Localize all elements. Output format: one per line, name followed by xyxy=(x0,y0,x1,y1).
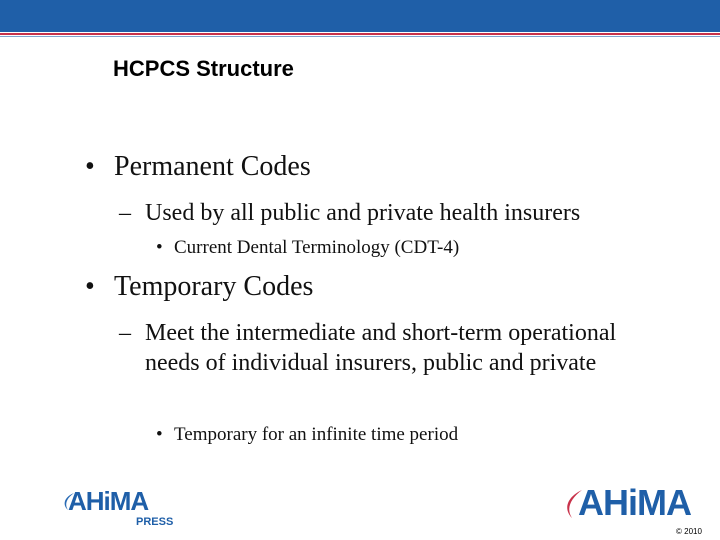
bullet-icon: • xyxy=(85,151,95,182)
logo-wordmark: AHiMA xyxy=(68,486,149,516)
item-text: Temporary for an infinite time period xyxy=(174,424,459,445)
item-text: Current Dental Terminology (CDT-4) xyxy=(174,237,460,258)
logo-press-text: PRESS xyxy=(136,516,174,528)
bullet-text: Temporary Codes xyxy=(114,271,314,302)
bullet-text: Permanent Codes xyxy=(114,151,311,182)
dash-icon: – xyxy=(119,320,131,346)
bullet-icon: • xyxy=(85,271,95,302)
slide-title: HCPCS Structure xyxy=(113,56,294,81)
logo-wordmark: AHiMA xyxy=(578,482,691,523)
sub-bullet-text: Used by all public and private health insurers xyxy=(145,200,581,226)
header-rule-blue xyxy=(0,36,720,37)
sub-bullet-text: Meet the intermediate and short-term operational needs of individual insurers, public and private xyxy=(145,320,617,376)
header-rule-red xyxy=(0,33,720,35)
copyright-text: © 2010 xyxy=(676,527,702,536)
bullet-icon: • xyxy=(156,237,163,258)
header-bar xyxy=(0,0,720,32)
bullet-icon: • xyxy=(156,424,163,445)
dash-icon: – xyxy=(119,200,131,226)
